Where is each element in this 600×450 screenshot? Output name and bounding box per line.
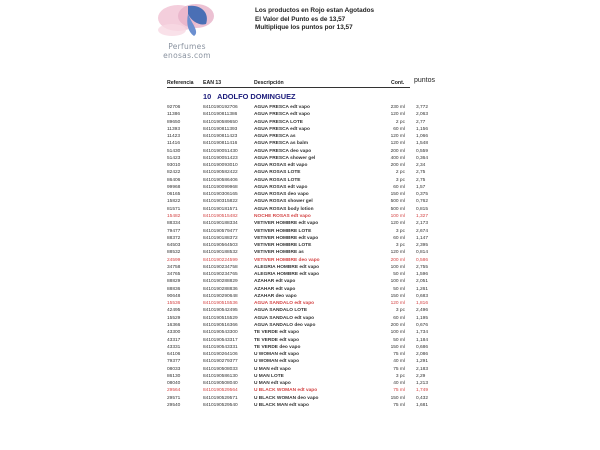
cell-ref: 16366: [167, 322, 181, 328]
cell-cont: 2 pc: [395, 119, 405, 125]
cell-pts: 2,674: [416, 228, 429, 234]
cell-cont: 230 ml: [390, 105, 405, 110]
cell-cont: 3 pc: [395, 243, 405, 249]
cell-desc: U WOMAN edt vapo: [254, 359, 300, 365]
cell-cont: 60 ml: [393, 126, 405, 132]
cell-pts: 1,596: [416, 272, 429, 278]
table-row: [0, 373, 600, 380]
cell-desc: U BLACK WOMAN deo vapo: [254, 395, 319, 401]
cell-cont: 120 ml: [390, 221, 405, 227]
cell-ref: 88836: [167, 286, 181, 292]
cell-ref: 90648: [167, 293, 181, 299]
cell-pts: 0,815: [416, 206, 429, 212]
cell-ref: 29571: [167, 395, 181, 401]
cell-cont: 120 ml: [390, 134, 405, 140]
cell-desc: TE VERDE edt vapo: [254, 337, 300, 343]
cell-cont: 100 ml: [390, 330, 405, 336]
cell-ref: 99968: [167, 184, 181, 190]
cell-desc: AGUA ROSAS shower gel: [254, 199, 313, 205]
cell-desc: TE VERDE deo vapo: [254, 344, 301, 350]
table-row: [0, 213, 600, 220]
cell-desc: ALEGRIA HOMBRE edt vapo: [254, 272, 320, 278]
cell-pts: 1,147: [416, 235, 429, 241]
table-row: [0, 198, 600, 205]
cell-pts: 2,063: [416, 112, 429, 118]
cell-ref: 88532: [167, 250, 181, 256]
table-row: [0, 220, 600, 227]
cell-cont: 200 ml: [390, 148, 405, 154]
cell-cont: 120 ml: [390, 250, 405, 256]
cell-ref: 06165: [167, 192, 181, 198]
cell-ean: 8410190529571: [203, 395, 238, 401]
cell-desc: AGUA FRESCA LOTE: [254, 119, 303, 125]
cell-ean: 8410190589650: [203, 119, 238, 125]
cell-desc: VETIVER HOMBRE edt vapo: [254, 221, 319, 227]
cell-desc: NOCHE ROSAS edt vapo: [254, 213, 311, 219]
col-header-ref: Referencia: [167, 80, 194, 86]
cell-cont: 60 ml: [393, 184, 405, 190]
cell-ref: 11393: [167, 126, 180, 132]
cell-pts: 1,213: [416, 381, 429, 387]
stock-notice: [255, 7, 374, 33]
cell-ref: 51430: [167, 148, 181, 154]
notice-line-2: El Valor del Punto es de 13,57: [255, 15, 346, 23]
logo-text: Perfumes enosas.com: [163, 42, 211, 60]
table-row: [0, 148, 600, 155]
cell-ref: 08033: [167, 366, 181, 372]
cell-ean: 8410190288829: [203, 279, 238, 285]
cell-ean: 8410190188372: [203, 235, 238, 241]
cell-ref: 24599: [167, 257, 181, 263]
cell-ean: 8410190811393: [203, 126, 238, 132]
cell-pts: 1,184: [416, 337, 429, 343]
cell-desc: AGUA FRESCA as balm: [254, 141, 309, 147]
cell-cont: 75 ml: [393, 366, 405, 372]
cell-cont: 3 pc: [395, 177, 405, 183]
cell-pts: 3,772: [416, 105, 429, 110]
cell-ean: 8410190542495: [203, 308, 238, 314]
cell-ean: 8410190290648: [203, 293, 238, 299]
cell-ean: 8410190051430: [203, 148, 238, 154]
cell-ref: 43317: [167, 337, 181, 343]
cell-cont: 50 ml: [393, 337, 405, 343]
cell-pts: 1,156: [416, 126, 429, 132]
cell-desc: AGUA ROSAS edt vapo: [254, 184, 308, 190]
cell-cont: 2 pc: [395, 170, 405, 176]
table-row: [0, 322, 600, 329]
cell-ref: 11386: [167, 112, 180, 118]
cell-desc: U MAN edt vapo: [254, 366, 291, 372]
cell-desc: U WOMAN edt vapo: [254, 352, 300, 358]
cell-cont: 500 ml: [390, 206, 405, 212]
cell-ean: 8410190264106: [203, 352, 238, 358]
cell-ean: 8410190508033: [203, 366, 238, 372]
cell-cont: 3 pc: [395, 373, 405, 379]
cell-pts: 0,375: [416, 192, 429, 198]
cell-cont: 150 ml: [390, 192, 405, 198]
cell-ref: 34758: [167, 264, 181, 270]
cell-ean: 8410190515529: [203, 315, 238, 321]
cell-ean: 8410190811416: [203, 141, 238, 147]
cell-desc: U MAN LOTE: [254, 373, 284, 379]
cell-cont: 200 ml: [390, 163, 405, 169]
cell-pts: 2,183: [416, 366, 429, 372]
brand-name: ADOLFO DOMINGUEZ: [217, 92, 296, 101]
cell-pts: 2,75: [416, 177, 426, 183]
cell-pts: 0,683: [416, 293, 429, 299]
table-row: [0, 184, 600, 191]
table-row: [0, 111, 600, 118]
cell-pts: 0,686: [416, 344, 429, 350]
cell-cont: 120 ml: [390, 301, 405, 307]
cell-ref: 86406: [167, 177, 181, 183]
cell-cont: 75 ml: [393, 402, 405, 408]
table-row: [0, 228, 600, 235]
cell-desc: AGUA ROSAS LOTE: [254, 170, 301, 176]
cell-ref: 11423: [167, 134, 180, 140]
cell-ref: 81571: [167, 206, 181, 212]
cell-pts: 0,762: [416, 199, 429, 205]
table-row: [0, 337, 600, 344]
cell-ean: 8410190811423: [203, 134, 238, 140]
notice-line-1: Los productos en Rojo estan Agotados: [255, 7, 375, 14]
cell-ref: 15536: [167, 301, 181, 307]
table-row: [0, 286, 600, 293]
table-row: [0, 104, 600, 111]
table-row: [0, 293, 600, 300]
cell-ref: 51423: [167, 155, 181, 161]
cell-cont: 75 ml: [393, 352, 405, 358]
cell-pts: 2,29: [416, 373, 426, 379]
cell-ean: 8410190279377: [203, 359, 238, 365]
cell-ref: 43300: [167, 330, 181, 336]
table-row: [0, 387, 600, 394]
cell-desc: U BLACK WOMAN edt vapo: [254, 388, 318, 394]
cell-desc: AZAHAR edt vapo: [254, 286, 296, 292]
cell-desc: ALEGRIA HOMBRE edt vapo: [254, 264, 320, 270]
cell-desc: AGUA SANDALO edt vapo: [254, 301, 315, 307]
cell-pts: 1,816: [416, 301, 429, 307]
cell-desc: AGUA SANDALO deo vapo: [254, 322, 316, 328]
cell-desc: AGUA FRESCA edt vapo: [254, 105, 310, 110]
table-row: [0, 177, 600, 184]
cell-pts: 0,676: [416, 322, 429, 328]
col-header-ean: EAN 13: [203, 80, 222, 86]
table-row: [0, 249, 600, 256]
table-row: [0, 191, 600, 198]
cell-ref: 42495: [167, 308, 181, 314]
cell-desc: AGUA SANDALO edt vapo: [254, 315, 315, 321]
cell-desc: AZAHAR edt vapo: [254, 279, 296, 285]
cell-ean: 8410190543317: [203, 337, 238, 343]
cell-ean: 8410190508040: [203, 381, 238, 387]
table-row: [0, 257, 600, 264]
cell-cont: 60 ml: [393, 235, 405, 241]
cell-cont: 40 ml: [393, 359, 405, 365]
brand-number: 10: [203, 92, 212, 101]
cell-desc: VETIVER HOMBRE as: [254, 250, 304, 256]
cell-desc: AGUA ROSAS edt vapo: [254, 163, 308, 169]
cell-desc: TE VERDE edt vapo: [254, 330, 300, 336]
table-row: [0, 358, 600, 365]
cell-desc: AGUA FRESCA deo vapo: [254, 148, 312, 154]
cell-desc: AGUA ROSAS deo vapo: [254, 192, 309, 198]
cell-desc: VETIVER HOMBRE edt vapo: [254, 235, 319, 241]
cell-desc: AGUA FRESCA edt vapo: [254, 126, 310, 132]
cell-pts: 0,364: [416, 155, 429, 161]
cell-ref: 79477: [167, 228, 181, 234]
cell-ean: 8410190188532: [203, 250, 238, 256]
cell-ref: 64106: [167, 352, 181, 358]
cell-pts: 2,173: [416, 221, 429, 227]
table-row: [0, 155, 600, 162]
table-row: [0, 235, 600, 242]
cell-ean: 8410190516366: [203, 322, 238, 328]
cell-desc: AGUA FRESCA edt vapo: [254, 112, 310, 118]
cell-cont: 150 ml: [390, 395, 405, 401]
cell-pts: 2,496: [416, 308, 429, 314]
cell-pts: 2,395: [416, 243, 429, 249]
cell-pts: 1,291: [416, 359, 429, 365]
cell-ean: 8410190811386: [203, 112, 238, 118]
table-row: [0, 264, 600, 271]
cell-cont: 120 ml: [390, 112, 405, 118]
cell-ref: 89650: [167, 119, 181, 125]
cell-ean: 8410190093010: [203, 163, 238, 169]
table-row: [0, 307, 600, 314]
cell-ref: 82422: [167, 170, 181, 176]
cell-ref: 88829: [167, 279, 181, 285]
table-row: [0, 169, 600, 176]
cell-pts: 0,814: [416, 250, 429, 256]
cell-ref: 92706: [167, 105, 181, 110]
cell-cont: 400 ml: [390, 155, 405, 161]
table-row: [0, 300, 600, 307]
cell-cont: 200 ml: [390, 322, 405, 328]
cell-ref: 15482: [167, 213, 181, 219]
cell-pts: 2,77: [416, 119, 426, 125]
cell-pts: 1,548: [416, 141, 429, 147]
cell-ean: 8410190234758: [203, 264, 238, 270]
table-row: [0, 133, 600, 140]
cell-ref: 93010: [167, 163, 181, 169]
table-row: [0, 278, 600, 285]
cell-pts: 1,57: [416, 184, 426, 190]
table-row: [0, 366, 600, 373]
cell-desc: VETIVER HOMBRE LOTE: [254, 228, 312, 234]
cell-ref: 08040: [167, 381, 181, 387]
brand-heading: [203, 92, 296, 101]
cell-pts: 1,681: [416, 402, 429, 408]
cell-desc: U MAN edt vapo: [254, 381, 291, 387]
cell-pts: 1,066: [416, 134, 429, 140]
cell-cont: 200 ml: [390, 257, 405, 263]
cell-cont: 500 ml: [390, 199, 405, 205]
table-row: [0, 315, 600, 322]
cell-desc: VETIVER HOMBRE LOTE: [254, 243, 312, 249]
cell-cont: 3 pc: [395, 228, 405, 234]
cell-ref: 88334: [167, 221, 181, 227]
cell-ean: 8410190564503: [203, 243, 238, 249]
cell-ref: 64503: [167, 243, 181, 249]
col-header-desc: Descripción: [254, 80, 284, 86]
table-row: [0, 126, 600, 133]
cell-ean: 8410190288836: [203, 286, 238, 292]
cell-pts: 1,261: [416, 286, 429, 292]
cell-pts: 1,749: [416, 388, 429, 394]
table-row: [0, 162, 600, 169]
table-row: [0, 206, 600, 213]
col-header-cont: Cont.: [391, 80, 405, 86]
notice-line-3: Multiplique los puntos por 13,57: [255, 24, 353, 32]
cell-desc: AGUA SANDALO LOTE: [254, 308, 308, 314]
cell-desc: AGUA ROSAS LOTE: [254, 177, 301, 183]
cell-cont: 3 pc: [395, 308, 405, 314]
cell-ean: 8410190543300: [203, 330, 238, 336]
cell-ref: 29564: [167, 388, 181, 394]
cell-desc: AGUA ROSAS body lotion: [254, 206, 314, 212]
cell-desc: AZAHAR deo vapo: [254, 293, 297, 299]
cell-ean: 8410190306165: [203, 192, 238, 198]
table-row: [0, 242, 600, 249]
cell-pts: 2,34: [416, 163, 426, 169]
cell-cont: 100 ml: [390, 279, 405, 285]
cell-cont: 75 ml: [393, 388, 405, 394]
cell-ref: 11416: [167, 141, 180, 147]
cell-cont: 40 ml: [393, 381, 405, 387]
cell-ean: 8410190315822: [203, 199, 238, 205]
table-header: [0, 77, 600, 87]
col-header-points: puntos: [414, 77, 436, 84]
cell-ean: 8410190181571: [203, 206, 238, 212]
table-row: [0, 329, 600, 336]
cell-pts: 2,755: [416, 264, 429, 270]
table-row: [0, 402, 600, 409]
cell-pts: 0,432: [416, 395, 429, 401]
cell-ean: 8410190099968: [203, 184, 238, 190]
cell-desc: AGUA FRESCA as: [254, 134, 296, 140]
cell-ref: 43331: [167, 344, 181, 350]
cell-cont: 50 ml: [393, 272, 405, 278]
cell-ean: 8410190188334: [203, 221, 238, 227]
table-row: [0, 140, 600, 147]
cell-pts: 1,195: [416, 315, 429, 321]
header-divider: [167, 87, 410, 88]
cell-ean: 8410190529540: [203, 402, 238, 408]
cell-cont: 100 ml: [390, 264, 405, 270]
cell-cont: 60 ml: [393, 315, 405, 321]
butterfly-logo-icon: [148, 2, 226, 42]
table-row: [0, 351, 600, 358]
cell-ref: 34765: [167, 272, 181, 278]
cell-pts: 2,086: [416, 352, 429, 358]
cell-ref: 88372: [167, 235, 181, 241]
cell-ean: 8410190051423: [203, 155, 238, 161]
cell-cont: 120 ml: [390, 141, 405, 147]
cell-cont: 100 ml: [390, 213, 405, 219]
cell-ean: 8410190579477: [203, 228, 238, 234]
cell-pts: 0,586: [416, 257, 429, 263]
cell-pts: 2,75: [416, 170, 426, 176]
product-table: [0, 104, 600, 409]
cell-ean: 8410190586406: [203, 177, 238, 183]
cell-pts: 1,327: [416, 213, 429, 219]
cell-pts: 1,734: [416, 330, 429, 336]
cell-ref: 15822: [167, 199, 181, 205]
cell-ref: 15529: [167, 315, 181, 321]
table-row: [0, 344, 600, 351]
table-row: [0, 395, 600, 402]
cell-cont: 150 ml: [390, 293, 405, 299]
cell-ean: 8410190582422: [203, 170, 238, 176]
cell-desc: U BLACK MAN edt vapo: [254, 402, 309, 408]
cell-ean: 8410190543331: [203, 344, 238, 350]
table-row: [0, 380, 600, 387]
cell-ref: 86130: [167, 373, 181, 379]
cell-ean: 8410190529564: [203, 388, 238, 394]
cell-ean: 8410190234765: [203, 272, 238, 278]
cell-ean: 8410190224599: [203, 257, 238, 263]
table-row: [0, 271, 600, 278]
cell-ean: 8410190586130: [203, 373, 238, 379]
cell-cont: 50 ml: [393, 286, 405, 292]
cell-ref: 79377: [167, 359, 181, 365]
cell-pts: 2,051: [416, 279, 429, 285]
cell-ref: 29540: [167, 402, 181, 408]
cell-cont: 150 ml: [390, 344, 405, 350]
cell-ean: 8410190515482: [203, 213, 238, 219]
cell-ean: 8410190515536: [203, 301, 238, 307]
cell-desc: VETIVER HOMBRE deo vapo: [254, 257, 320, 263]
cell-pts: 0,559: [416, 148, 429, 154]
cell-desc: AGUA FRESCA shower gel: [254, 155, 316, 161]
cell-ean: 8410190192706: [203, 105, 238, 110]
table-row: [0, 119, 600, 126]
logo: [148, 2, 226, 60]
